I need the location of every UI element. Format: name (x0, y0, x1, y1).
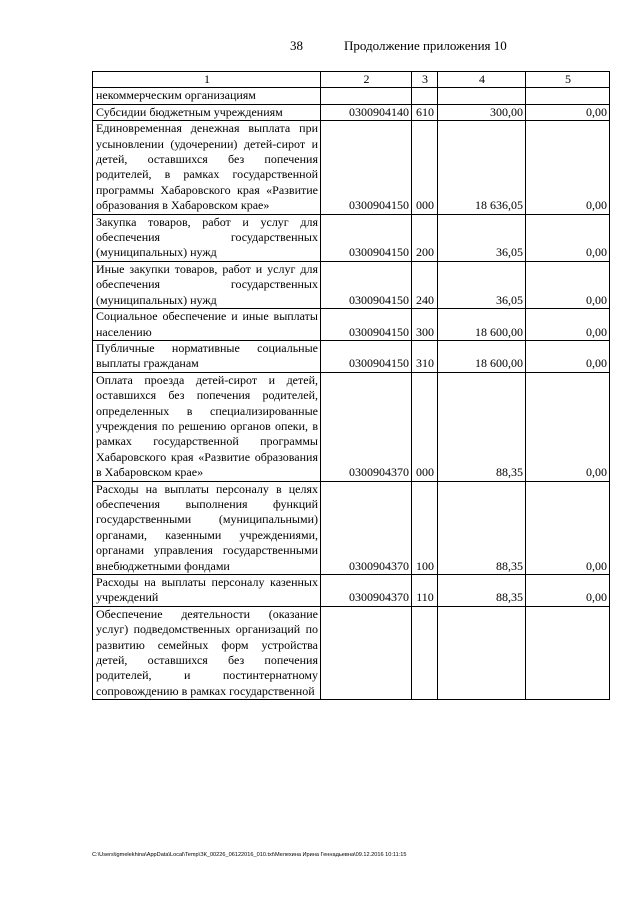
secondary-amount-cell: 0,00 (526, 575, 610, 607)
target-article-cell: 0300904150 (321, 214, 412, 261)
expense-type-cell: 200 (412, 214, 438, 261)
target-article-cell: 0300904370 (321, 372, 412, 481)
target-article-cell: 0300904370 (321, 575, 412, 607)
expense-name-cell: Расходы на выплаты персоналу казенных учреждений (93, 575, 321, 607)
expense-name-cell: некоммерческим организациям (93, 88, 321, 104)
file-path-footer: C:\Users\igmelekhina\AppData\Local\Temp\ЗК_00226_06122016_010.txt\Мелехина Ирина Геннадьевна\09.12.2016 10:11:15 (92, 852, 407, 858)
amount-cell: 36,05 (438, 214, 526, 261)
expense-type-cell (412, 606, 438, 699)
table-row (93, 481, 610, 574)
secondary-amount-cell (526, 606, 610, 699)
expense-name-cell: Публичные нормативные социальные выплаты гражданам (93, 340, 321, 372)
secondary-amount-cell: 0,00 (526, 340, 610, 372)
table-row (93, 214, 610, 261)
expense-name-cell: Закупка товаров, работ и услуг для обеспечения государственных (муниципальных) нужд (93, 214, 321, 261)
secondary-amount-cell: 0,00 (526, 121, 610, 214)
expense-type-cell: 100 (412, 481, 438, 574)
column-header: 3 (412, 72, 438, 88)
table-row (93, 88, 610, 104)
column-header: 1 (93, 72, 321, 88)
target-article-cell: 0300904150 (321, 121, 412, 214)
expense-name-cell: Субсидии бюджетным учреждениям (93, 104, 321, 120)
expense-name-cell: Оплата проезда детей-сирот и детей, оставшихся без попечения родителей, определенных в специализированные учреждения по решению органов опеки, в рамках государственной программы Хабаровского края «Развитие образования в Хабаровском крае» (93, 372, 321, 481)
amount-cell (438, 606, 526, 699)
table-body (93, 88, 610, 700)
target-article-cell: 0300904150 (321, 261, 412, 308)
target-article-cell (321, 88, 412, 104)
secondary-amount-cell: 0,00 (526, 309, 610, 341)
expense-name-cell: Социальное обеспечение и иные выплаты населению (93, 309, 321, 341)
secondary-amount-cell: 0,00 (526, 104, 610, 120)
table-header-row (93, 72, 610, 88)
secondary-amount-cell: 0,00 (526, 481, 610, 574)
expense-name-cell: Единовременная денежная выплата при усыновлении (удочерении) детей-сирот и детей, оставшихся без попечения родителей, в рамках государственной программы Хабаровского края «Развитие образования в Хабаровском крае» (93, 121, 321, 214)
target-article-cell: 0300904150 (321, 309, 412, 341)
target-article-cell: 0300904370 (321, 481, 412, 574)
amount-cell: 88,35 (438, 481, 526, 574)
column-header: 5 (526, 72, 610, 88)
column-header: 4 (438, 72, 526, 88)
amount-cell: 18 600,00 (438, 340, 526, 372)
table-row (93, 372, 610, 481)
expense-type-cell: 110 (412, 575, 438, 607)
expense-type-cell: 610 (412, 104, 438, 120)
page-number: 38 (290, 38, 303, 53)
table-row (93, 575, 610, 607)
target-article-cell: 0300904140 (321, 104, 412, 120)
table-row (93, 261, 610, 308)
table-row (93, 340, 610, 372)
table-row (93, 606, 610, 699)
target-article-cell (321, 606, 412, 699)
expense-type-cell: 240 (412, 261, 438, 308)
target-article-cell: 0300904150 (321, 340, 412, 372)
table-row (93, 309, 610, 341)
secondary-amount-cell: 0,00 (526, 214, 610, 261)
amount-cell: 18 600,00 (438, 309, 526, 341)
secondary-amount-cell: 0,00 (526, 261, 610, 308)
expense-name-cell: Расходы на выплаты персоналу в целях обеспечения выполнения функций государственными (муниципальными) органами, казенными учреждениями, органами управления государственными внебюджетными фондами (93, 481, 321, 574)
expense-type-cell: 000 (412, 372, 438, 481)
amount-cell (438, 88, 526, 104)
expense-type-cell: 000 (412, 121, 438, 214)
secondary-amount-cell (526, 88, 610, 104)
amount-cell: 36,05 (438, 261, 526, 308)
amount-cell: 88,35 (438, 372, 526, 481)
expense-type-cell (412, 88, 438, 104)
expense-name-cell: Обеспечение деятельности (оказание услуг) подведомственных организаций по развитию семейных форм устройства детей, оставшихся без попечения родителей, и постинтернатному сопровождению в рамках государственной (93, 606, 321, 699)
page-caption: Продолжение приложения 10 (344, 38, 507, 53)
budget-table (92, 71, 610, 700)
amount-cell: 300,00 (438, 104, 526, 120)
amount-cell: 88,35 (438, 575, 526, 607)
column-header: 2 (321, 72, 412, 88)
expense-name-cell: Иные закупки товаров, работ и услуг для обеспечения государственных (муниципальных) нужд (93, 261, 321, 308)
table-row (93, 121, 610, 214)
amount-cell: 18 636,05 (438, 121, 526, 214)
expense-type-cell: 310 (412, 340, 438, 372)
secondary-amount-cell: 0,00 (526, 372, 610, 481)
expense-type-cell: 300 (412, 309, 438, 341)
table-row (93, 104, 610, 120)
